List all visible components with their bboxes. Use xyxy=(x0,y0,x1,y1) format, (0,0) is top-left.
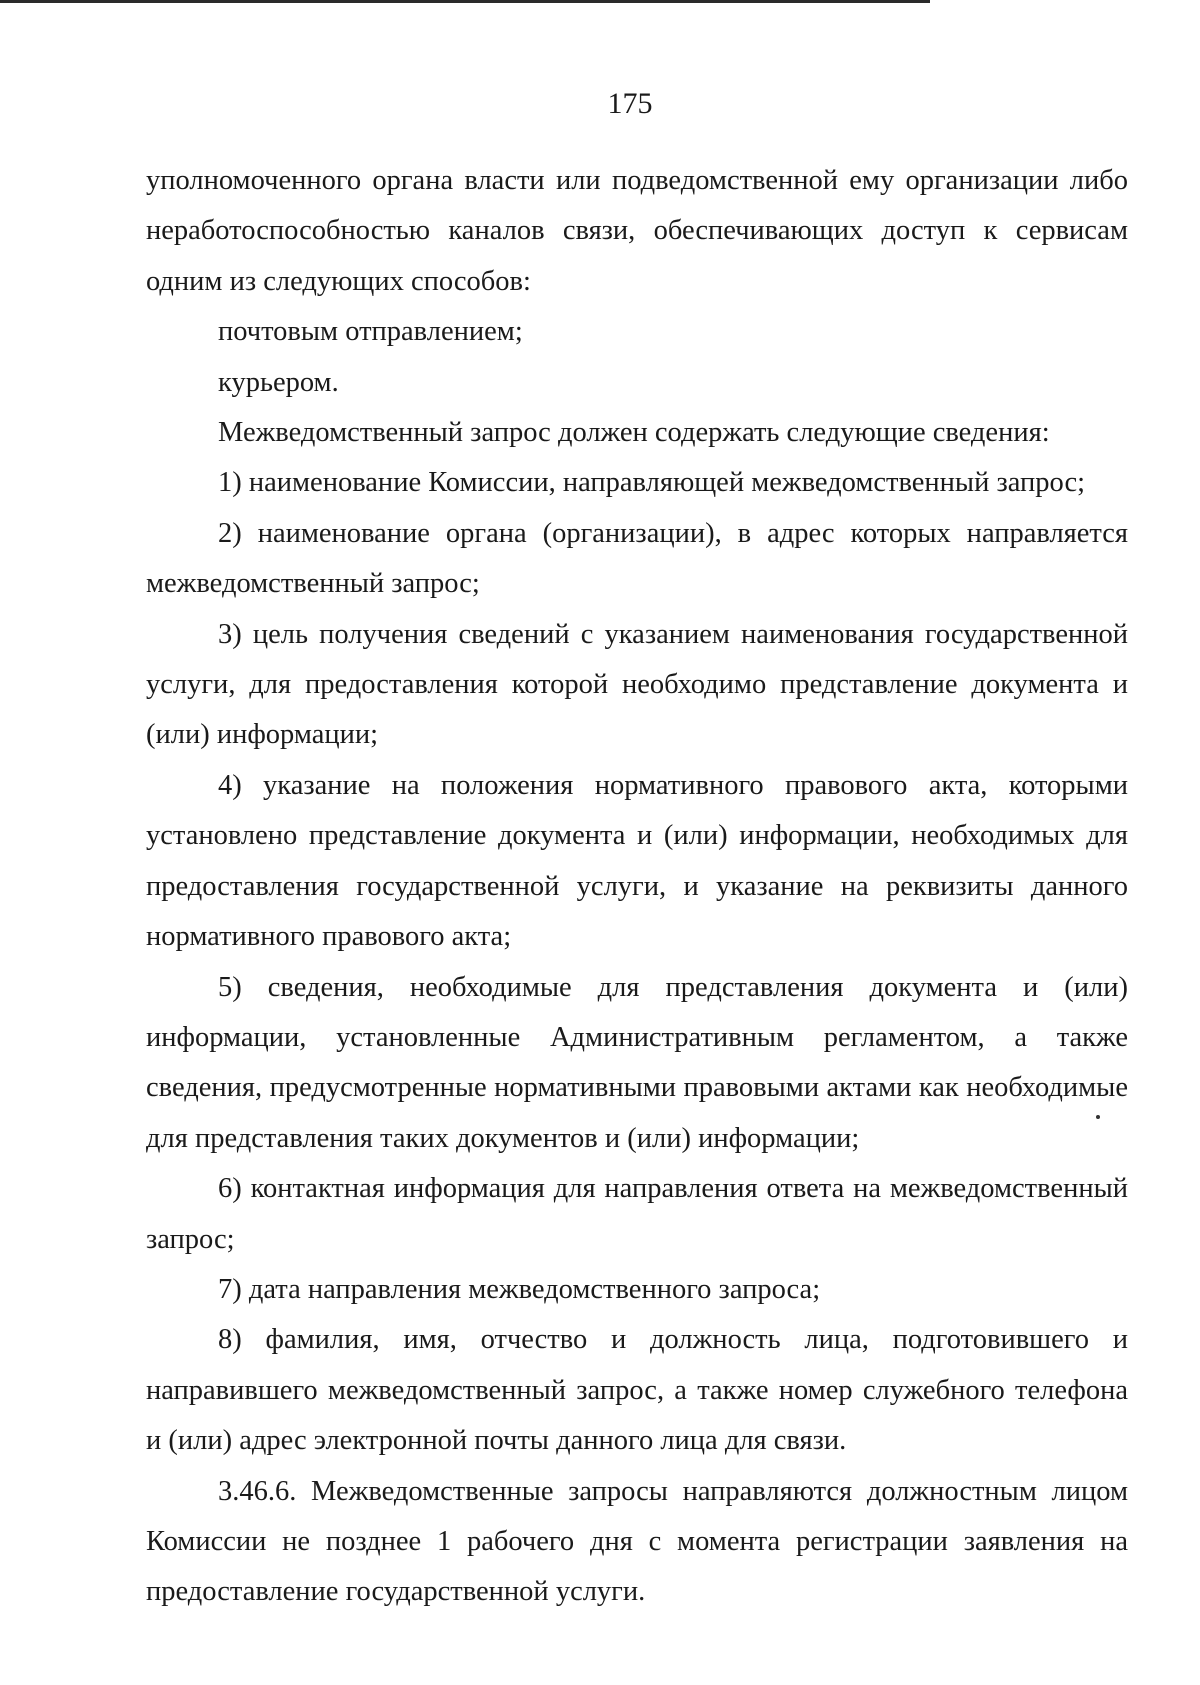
list-item-6: 6) контактная информация для направления ответа на межведомственный запрос; xyxy=(146,1173,1128,1255)
list-item-4: 4) указание на положения нормативного правового акта, которыми установлено представление документа и (или) информации, необходимых для предоставления государственной услуги, и указание на реквизиты данного нормативного правового акта; xyxy=(146,769,1128,953)
list-item-5: 5) сведения, необходимые для представления документа и (или) информации, установленные Административным регламентом, а также сведения, предусмотренные нормативными правовыми актами как необходимые для представления таких документов и (или) информации; xyxy=(146,971,1128,1154)
scan-speck xyxy=(1096,1115,1100,1119)
page-number: 175 xyxy=(607,87,653,120)
paragraph-continuation: уполномоченного органа власти или подведомственной ему организации либо неработоспособностью каналов связи, обеспечивающих доступ к сервисам одним из следующих способов: xyxy=(146,165,1128,297)
scan-edge-rule xyxy=(0,0,930,3)
section-3-46-6: 3.46.6. Межведомственные запросы направляются должностным лицом Комиссии не позднее 1 рабочего дня с момента регистрации заявления на предоставление государственной услуги. xyxy=(146,1475,1128,1608)
document-body xyxy=(146,156,1128,1618)
list-item-2: 2) наименование органа (организации), в адрес которых направляется межведомственный запрос; xyxy=(146,517,1128,600)
list-item-3: 3) цель получения сведений с указанием наименования государственной услуги, для предоставления которой необходимо представление документа и (или) информации; xyxy=(146,618,1128,751)
list-item-7: 7) дата направления межведомственного запроса; xyxy=(218,1273,821,1305)
paragraph-request-contents-intro: Межведомственный запрос должен содержать следующие сведения: xyxy=(218,417,1050,449)
list-item-1: 1) наименование Комиссии, направляющей межведомственный запрос; xyxy=(218,467,1086,499)
list-item-8: 8) фамилия, имя, отчество и должность лица, подготовившего и направившего межведомственный запрос, а также номер служебного телефона и (или) адрес электронной почты данного лица для связи. xyxy=(146,1324,1128,1457)
paragraph-method-mail: почтовым отправлением; xyxy=(218,316,523,348)
paragraph-method-courier: курьером. xyxy=(218,366,339,398)
